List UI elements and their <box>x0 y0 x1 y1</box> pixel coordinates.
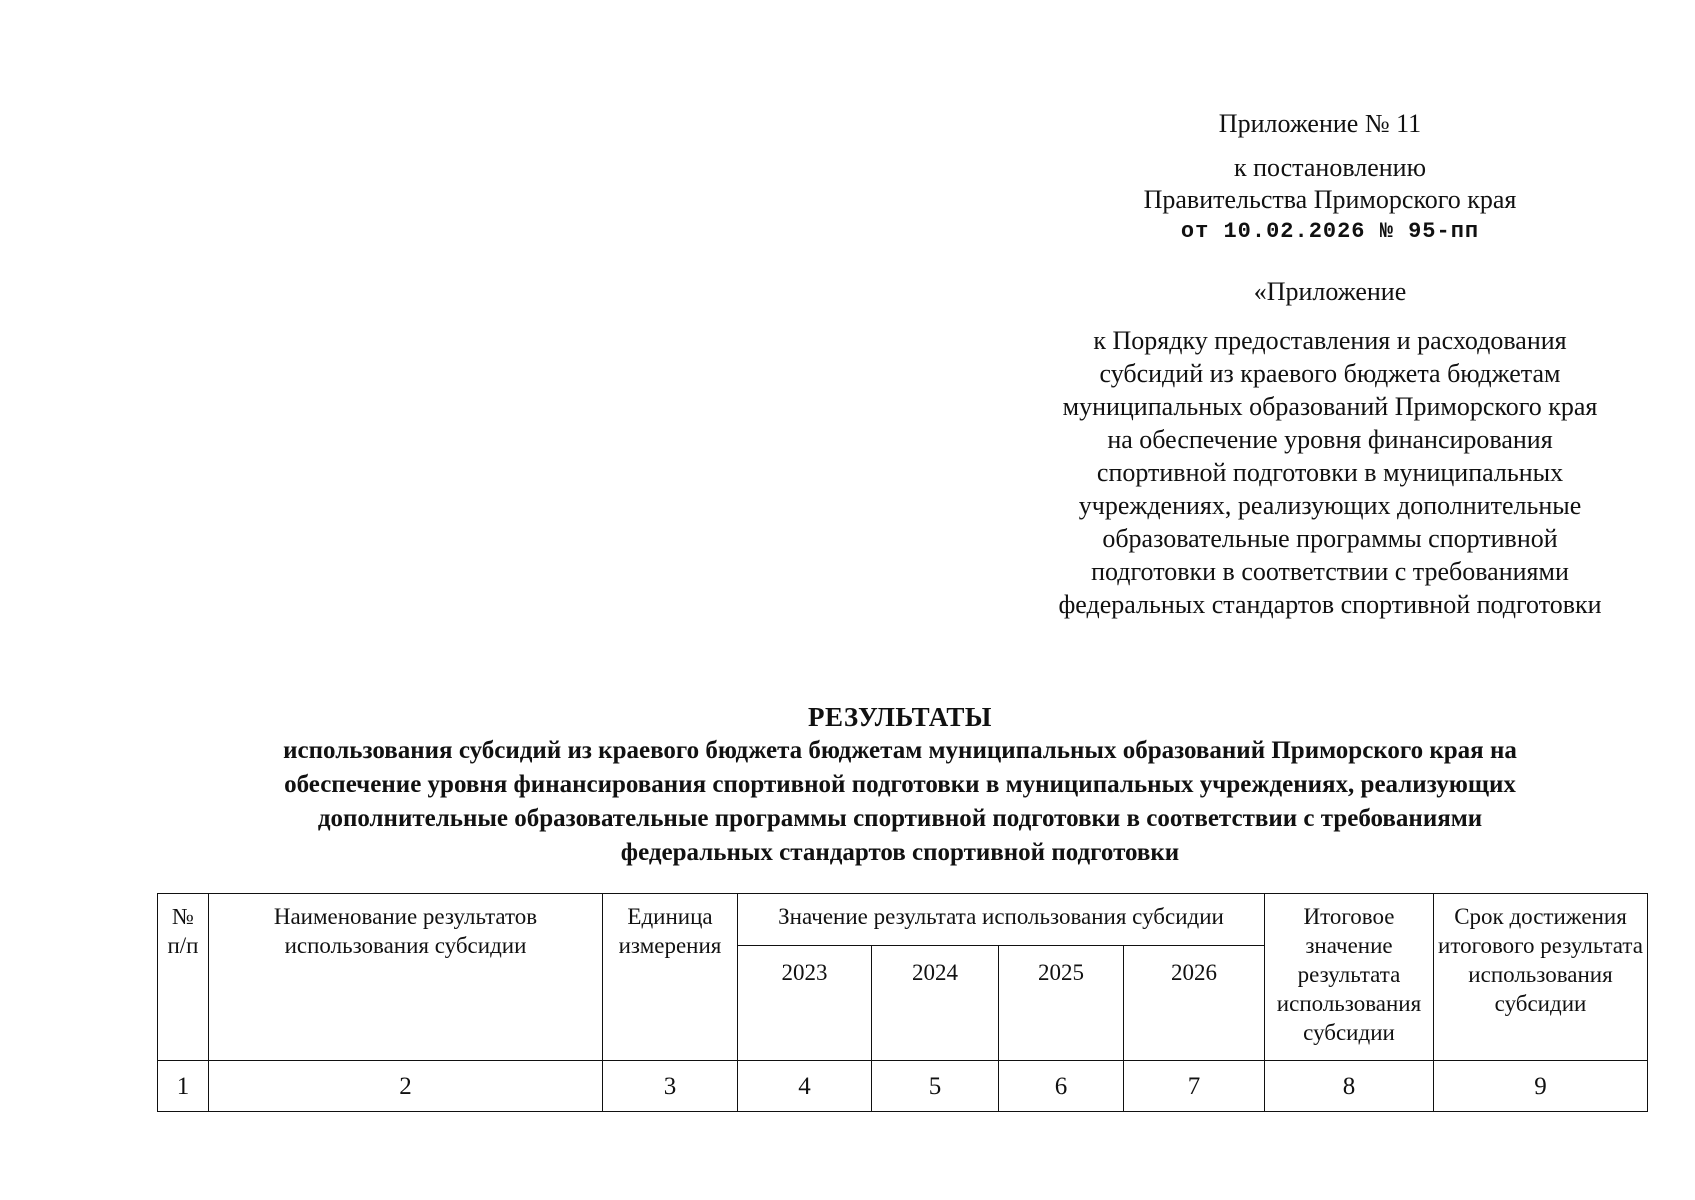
order-line: учреждениях, реализующих дополнительные <box>1078 491 1582 520</box>
subtitle-line: федеральных стандартов спортивной подготовки <box>620 839 1180 866</box>
subtitle-line: использования субсидий из краевого бюджета бюджетам муниципальных образований Приморского края на <box>283 737 1517 764</box>
header-cell-deadline: Срок достижения итогового результата использования субсидии <box>1434 894 1648 1061</box>
year-cell: 2025 <box>999 946 1124 1061</box>
year-cell: 2023 <box>738 946 872 1061</box>
decree-line: к постановлению <box>1233 153 1427 182</box>
decree-line: Правительства Приморского края <box>1143 185 1517 214</box>
header-cell-value-group: Значение результата использования субсидии <box>738 894 1265 946</box>
header-cell-final: Итоговое значение результата использования субсидии <box>1265 894 1434 1061</box>
column-number-cell: 5 <box>872 1061 999 1112</box>
order-line: подготовки в соответствии с требованиями <box>1091 557 1569 586</box>
subtitle-line: дополнительные образовательные программы спортивной подготовки в соответствии с требованиями <box>317 805 1483 832</box>
column-number-cell: 2 <box>209 1061 603 1112</box>
order-line: федеральных стандартов спортивной подготовки <box>1058 590 1602 619</box>
table-row <box>158 1061 1648 1112</box>
decree-reference <box>1010 152 1650 248</box>
year-cell: 2026 <box>1124 946 1265 1061</box>
order-line: на обеспечение уровня финансирования <box>1107 425 1553 454</box>
header-cell-unit: Единица измерения <box>603 894 738 1061</box>
header-cell-no: № п/п <box>158 894 209 1061</box>
appendix-header <box>1010 108 1650 621</box>
table-header-row <box>158 894 1648 946</box>
column-number-cell: 9 <box>1434 1061 1648 1112</box>
order-line: муниципальных образований Приморского края <box>1062 392 1598 421</box>
column-number-cell: 7 <box>1124 1061 1265 1112</box>
appendix-number: Приложение № 11 <box>1218 109 1422 138</box>
order-line: образовательные программы спортивной <box>1102 524 1558 553</box>
quoted-appendix-label: «Приложение <box>1253 277 1407 306</box>
decree-date: от 10.02.2026 № 95-пп <box>1180 219 1480 244</box>
column-number-cell: 8 <box>1265 1061 1434 1112</box>
year-cell: 2024 <box>872 946 999 1061</box>
title-subtitle <box>150 734 1650 870</box>
subtitle-line: обеспечение уровня финансирования спортивной подготовки в муниципальных учреждениях, реализующих <box>284 771 1516 798</box>
order-line: к Порядку предоставления и расходования <box>1093 326 1567 355</box>
column-number-cell: 3 <box>603 1061 738 1112</box>
order-reference <box>1010 324 1650 621</box>
results-table <box>157 893 1648 1112</box>
header-cell-name: Наименование результатов использования субсидии <box>209 894 603 1061</box>
order-line: спортивной подготовки в муниципальных <box>1096 458 1564 487</box>
column-number-cell: 6 <box>999 1061 1124 1112</box>
document-title <box>150 700 1650 870</box>
column-number-cell: 4 <box>738 1061 872 1112</box>
title-main: РЕЗУЛЬТАТЫ <box>808 702 992 732</box>
column-number-cell: 1 <box>158 1061 209 1112</box>
order-line: субсидий из краевого бюджета бюджетам <box>1099 359 1561 388</box>
